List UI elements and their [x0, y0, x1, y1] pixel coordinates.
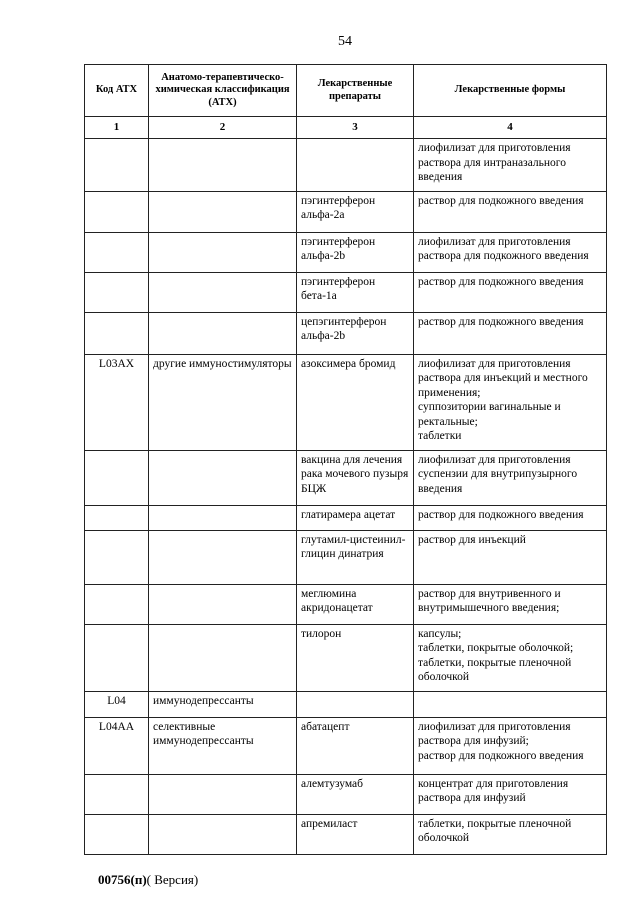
cell-dosage-form: раствор для подкожного введения	[414, 191, 607, 232]
header-dosage-forms: Лекарственные формы	[414, 65, 607, 117]
cell-atx-code	[85, 312, 149, 354]
column-number: 1	[85, 117, 149, 139]
cell-drug	[297, 139, 414, 192]
header-atx-code: Код АТХ	[85, 65, 149, 117]
cell-atx-code	[85, 272, 149, 312]
cell-atx-code	[85, 505, 149, 530]
cell-atx-code	[85, 450, 149, 505]
page-number: 54	[338, 34, 352, 49]
cell-atx-class	[149, 272, 297, 312]
cell-atx-code: L04	[85, 691, 149, 717]
cell-drug: тилорон	[297, 624, 414, 691]
cell-atx-class	[149, 584, 297, 624]
cell-drug: апремиласт	[297, 814, 414, 854]
cell-atx-class	[149, 624, 297, 691]
cell-drug: алемтузумаб	[297, 774, 414, 814]
cell-atx-code	[85, 624, 149, 691]
cell-atx-class	[149, 191, 297, 232]
cell-atx-class	[149, 232, 297, 272]
cell-atx-code: L03AX	[85, 354, 149, 450]
table-row	[85, 814, 607, 854]
document-code: 00756(п)	[98, 872, 147, 887]
cell-drug: цепэгинтерферон альфа-2b	[297, 312, 414, 354]
table-row	[85, 272, 607, 312]
table-row	[85, 232, 607, 272]
cell-dosage-form: раствор для внутривенного и внутримышечного введения;	[414, 584, 607, 624]
column-number-row	[85, 117, 607, 139]
cell-dosage-form: лиофилизат для приготовления раствора для подкожного введения	[414, 232, 607, 272]
cell-dosage-form: раствор для инъекций	[414, 530, 607, 584]
cell-dosage-form: лиофилизат для приготовления раствора для интраназального введения	[414, 139, 607, 192]
column-number: 2	[149, 117, 297, 139]
table-row	[85, 691, 607, 717]
cell-drug: пэгинтерферон альфа-2a	[297, 191, 414, 232]
cell-drug: абатацепт	[297, 717, 414, 774]
table-row	[85, 530, 607, 584]
cell-drug: глутамил-цистеинил-глицин динатрия	[297, 530, 414, 584]
cell-atx-code	[85, 814, 149, 854]
header-drugs: Лекарственные препараты	[297, 65, 414, 117]
column-number: 3	[297, 117, 414, 139]
cell-dosage-form: лиофилизат для приготовления раствора для инъекций и местного применения; суппозитории вагинальные и ректальные; таблетки	[414, 354, 607, 450]
cell-atx-class: другие иммуностимуляторы	[149, 354, 297, 450]
cell-atx-class	[149, 505, 297, 530]
cell-atx-code	[85, 584, 149, 624]
table-row	[85, 191, 607, 232]
cell-drug: меглюмина акридонацетат	[297, 584, 414, 624]
cell-dosage-form: раствор для подкожного введения	[414, 312, 607, 354]
cell-dosage-form: таблетки, покрытые пленочной оболочкой	[414, 814, 607, 854]
cell-drug: азоксимера бромид	[297, 354, 414, 450]
cell-atx-class	[149, 814, 297, 854]
table-row	[85, 505, 607, 530]
version-label: ( Версия)	[146, 872, 199, 887]
table-header-row	[85, 65, 607, 117]
column-number: 4	[414, 117, 607, 139]
table-row	[85, 584, 607, 624]
document-footer	[98, 872, 198, 888]
cell-dosage-form: раствор для подкожного введения	[414, 505, 607, 530]
cell-dosage-form	[414, 691, 607, 717]
atx-drug-table	[84, 64, 607, 855]
cell-atx-class	[149, 450, 297, 505]
cell-drug: вакцина для лечения рака мочевого пузыря БЦЖ	[297, 450, 414, 505]
cell-drug: пэгинтерферон альфа-2b	[297, 232, 414, 272]
cell-atx-class	[149, 139, 297, 192]
cell-atx-class	[149, 530, 297, 584]
cell-atx-code	[85, 139, 149, 192]
table-row	[85, 354, 607, 450]
table-row	[85, 624, 607, 691]
cell-atx-code	[85, 530, 149, 584]
cell-atx-code	[85, 191, 149, 232]
cell-atx-class	[149, 774, 297, 814]
cell-drug: пэгинтерферон бета-1a	[297, 272, 414, 312]
table-row	[85, 717, 607, 774]
cell-atx-class: селективные иммунодепрессанты	[149, 717, 297, 774]
cell-dosage-form: лиофилизат для приготовления раствора для инфузий; раствор для подкожного введения	[414, 717, 607, 774]
cell-dosage-form: раствор для подкожного введения	[414, 272, 607, 312]
cell-atx-class	[149, 312, 297, 354]
table-row	[85, 774, 607, 814]
table-row	[85, 312, 607, 354]
cell-dosage-form: концентрат для приготовления раствора для инфузий	[414, 774, 607, 814]
cell-atx-class: иммунодепрессанты	[149, 691, 297, 717]
cell-drug: глатирамера ацетат	[297, 505, 414, 530]
cell-drug	[297, 691, 414, 717]
table-row	[85, 450, 607, 505]
cell-dosage-form: лиофилизат для приготовления суспензии для внутрипузырного введения	[414, 450, 607, 505]
cell-atx-code: L04AA	[85, 717, 149, 774]
cell-dosage-form: капсулы; таблетки, покрытые оболочкой; таблетки, покрытые пленочной оболочкой	[414, 624, 607, 691]
cell-atx-code	[85, 774, 149, 814]
cell-atx-code	[85, 232, 149, 272]
table-row	[85, 139, 607, 192]
header-atx-classification: Анатомо-терапевтическо-химическая классификация (АТХ)	[149, 65, 297, 117]
